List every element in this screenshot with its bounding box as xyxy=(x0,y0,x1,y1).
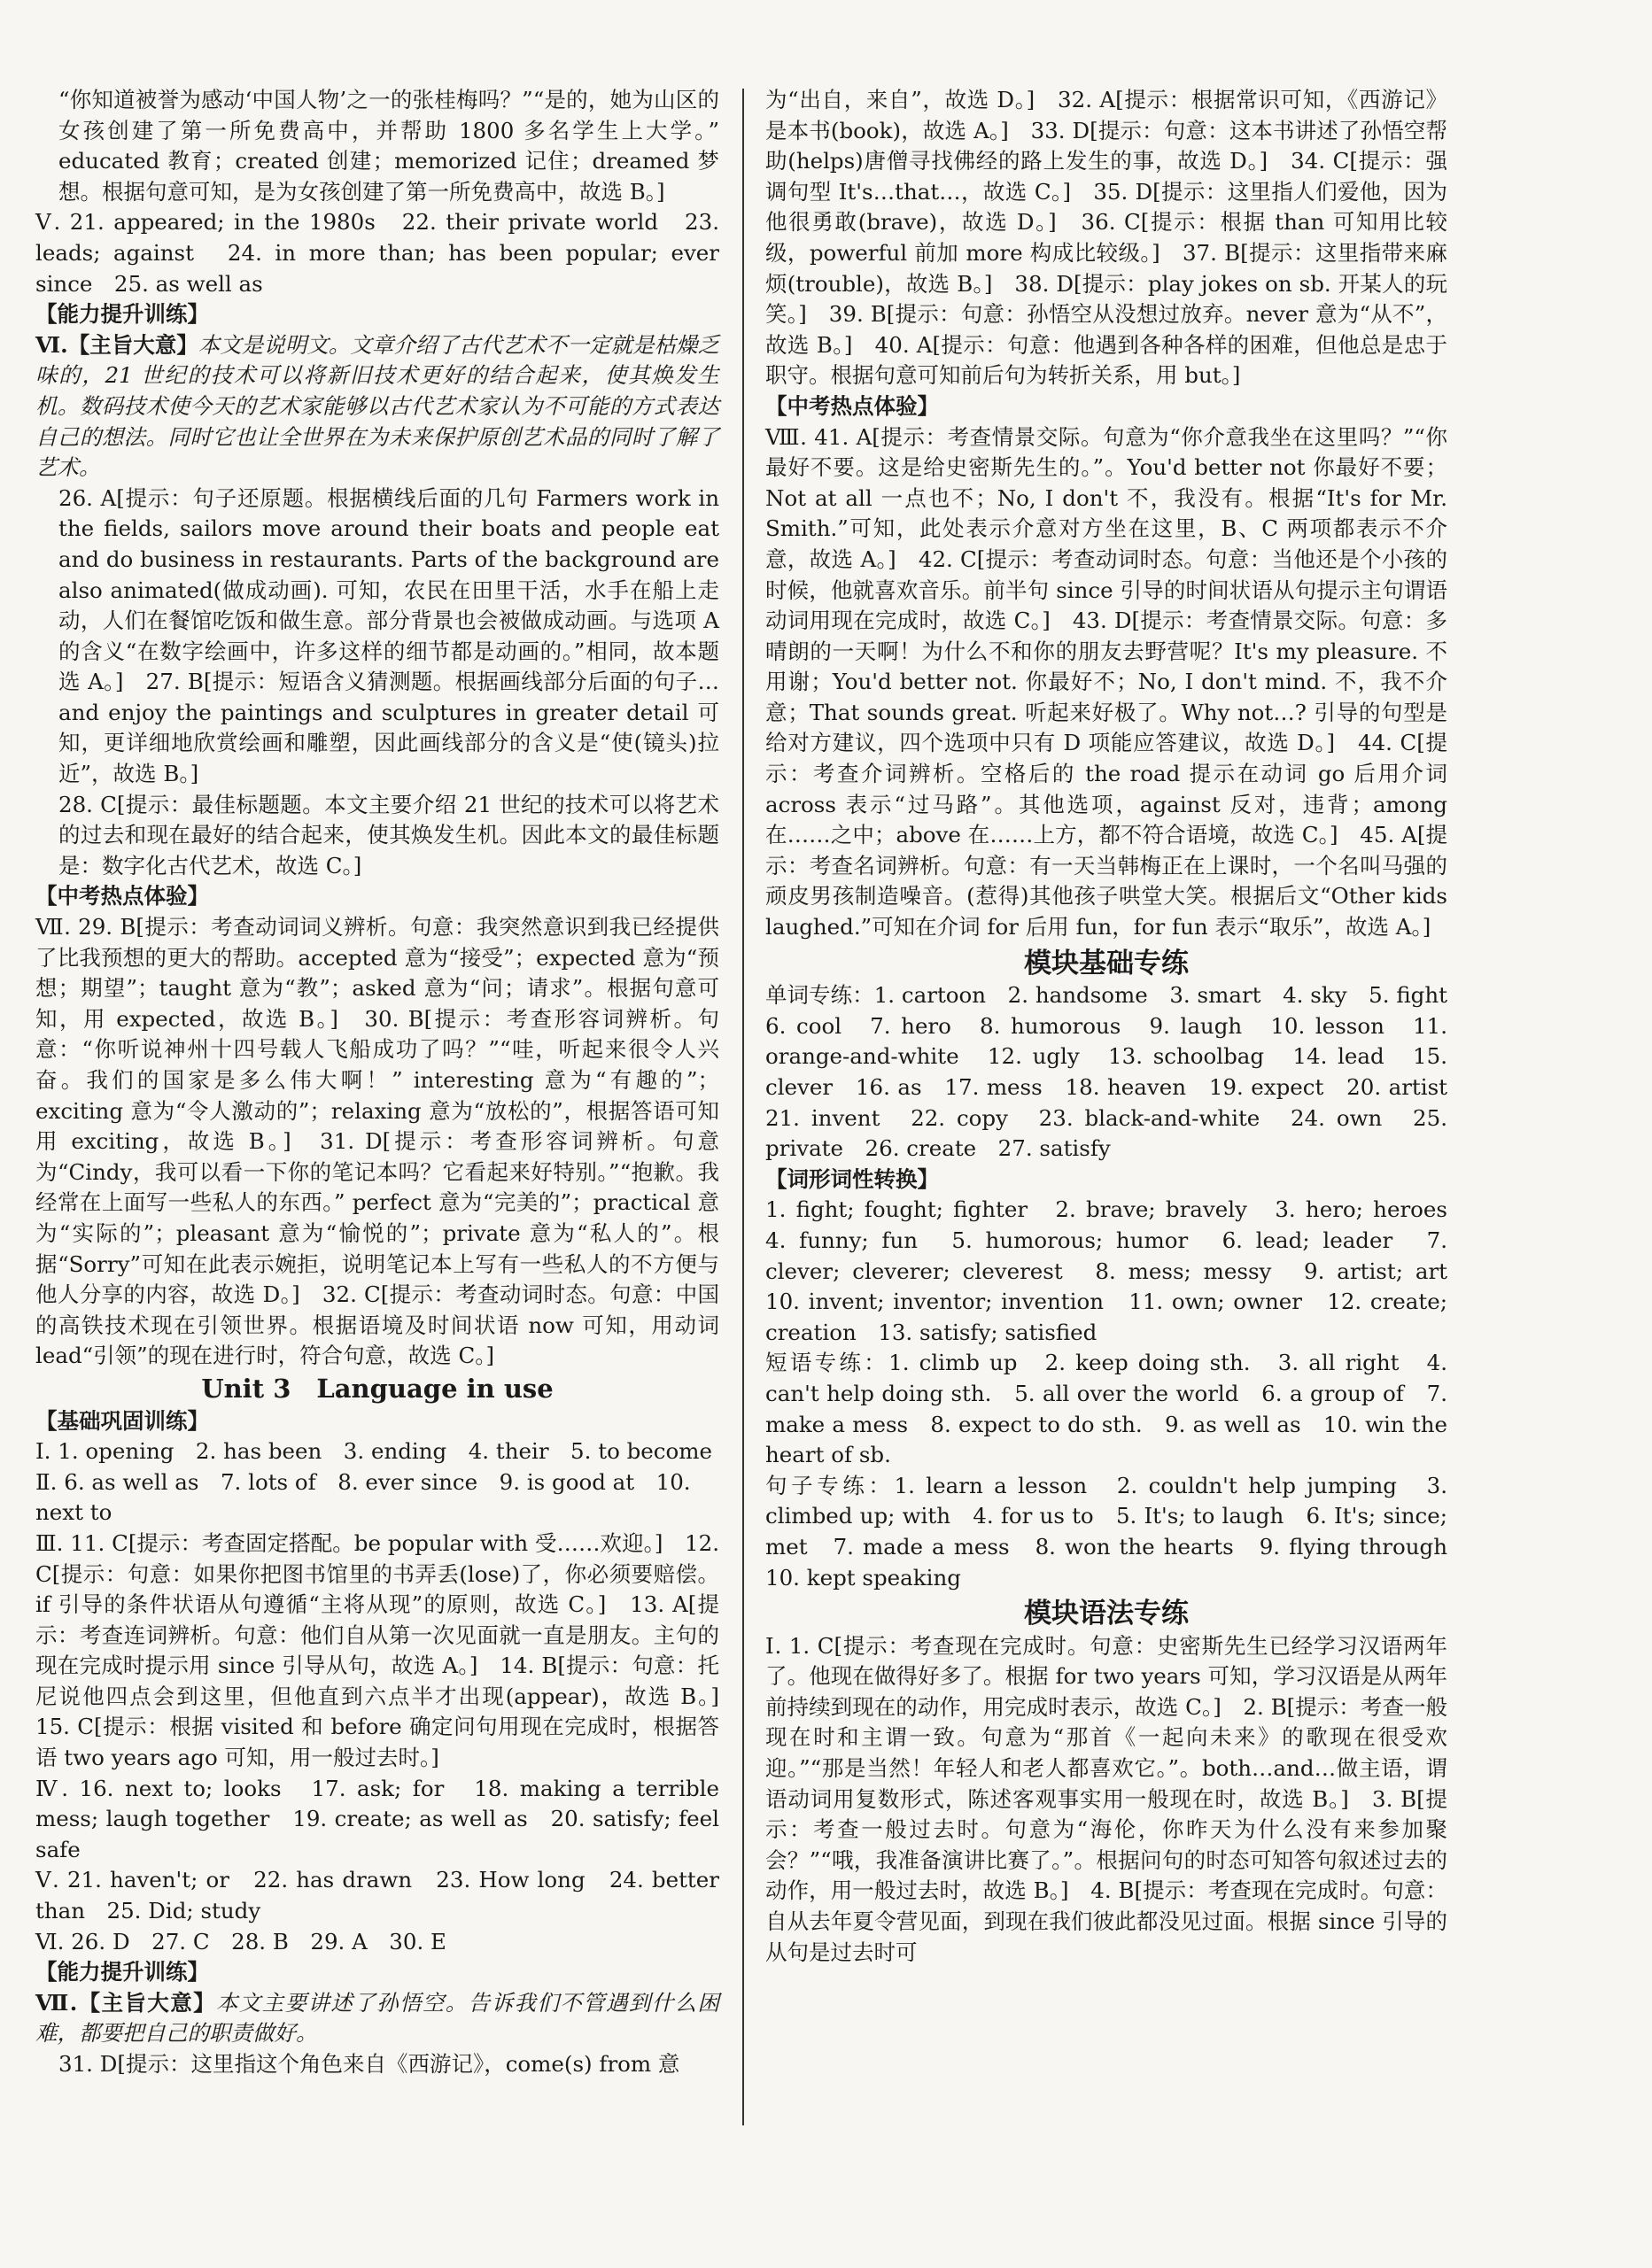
module-title: 模块语法专练 xyxy=(1024,1598,1189,1630)
answer-paragraph: Ⅴ. 21. appeared; in the 1980s 22. their private world 23. leads; against 24. in more than; has been popular; ever since 25. as well as xyxy=(35,209,719,297)
section-heading: 【词形词性转换】 xyxy=(765,1165,939,1192)
answer-paragraph: 26. A[提示：句子还原题。根据横线后面的几句 Farmers work in the fields, sailors move around their boats and people eat and do business in restaurants. Parts of the background are also animated(做成动画). 可知，农民在田里干活，水手在船上走动，人们在餐馆吃饭和做生意。部分背景也会被做成动画。与选项 A 的含义“在数字绘画中，许多这样的细节都是动画的。”相同，故本题选 A。] 27. B[提示：短语含义猜测题。根据画线部分后面的句子…and enjoy the paintings and sculptures in greater detail 可知，更详细地欣赏绘画和雕塑，因此画线部分的含义是“使(镜头)拉近”，故选 B。] xyxy=(58,484,719,787)
answer-paragraph: 28. C[提示：最佳标题题。本文主要介绍 21 世纪的技术可以将艺术的过去和现在最好的结合起来，使其焕发生机。因此本文的最佳标题是：数字化古代艺术，故选 C。] xyxy=(58,791,719,879)
summary-paragraph xyxy=(35,1988,719,2049)
answer-paragraph: 1. fight; fought; fighter 2. brave; bravely 3. hero; heroes 4. funny; fun 5. humorous; humor 6. lead; leader 7. clever; cleverer; cleverest 8. mess; messy 9. artist; art 10. invent; inventor; invention 11. own; owner 12. create; creation 13. satisfy; satisfied xyxy=(765,1196,1470,1345)
section-heading: 【基础巩固训练】 xyxy=(35,1407,209,1434)
answer-paragraph: 短语专练：1. climb up 2. keep doing sth. 3. all right 4. can't help doing sth. 5. all over the world 6. a group of 7. make a mess 8. expect to do sth. 9. as well as 10. win the heart of sb. xyxy=(765,1350,1447,1468)
answer-paragraph: Ⅴ. 21. haven't; or 22. has drawn 23. How long 24. better than 25. Did; study xyxy=(35,1867,719,1924)
answer-paragraph: Ⅷ. 41. A[提示：考查情景交际。句意为“你介意我坐在这里吗？”“你最好不要。这是给史密斯先生的。”。You'd better not 你最好不要；Not at all 一点也不；No, I don't 不，我没有。根据“It's for Mr. Smith.”可知，此处表示介意对方坐在这里，B、C 两项都表示不介意，故选 A。] 42. C[提示：考查动词时态。句意：当他还是个小孩的时候，他就喜欢音乐。前半句 since 引导的时间状语从句提示主句谓语动词用现在完成时，故选 C。] 43. D[提示：考查情景交际。句意：多晴朗的一天啊！为什么不和你的朋友去野营呢？It's my pleasure. 不用谢；You'd better not. 你最好不；No, I don't mind. 不，我不介意；That sounds great. 听起来好极了。Why not…? 引导的句型是给对方建议，四个选项中只有 D 项能应答建议，故选 D。] 44. C[提示：考查介词辨析。空格后的 the road 提示在动词 go 后用介词 across 表示“过马路”。其他选项，against 反对，违背；among 在……之中；above 在……上方，都不符合语境，故选 C。] 45. A[提示：考查名词辨析。句意：有一天当韩梅正在上课时，一个名叫马强的顽皮男孩制造噪音。(惹得)其他孩子哄堂大笑。根据后文“Other kids laughed.”可知在介词 for 后用 fun，for fun 表示“取乐”，故选 A。] xyxy=(765,423,1447,940)
section-heading: 【能力提升训练】 xyxy=(35,301,209,328)
summary-paragraph xyxy=(35,330,719,484)
unit-title: Unit 3 Language in use xyxy=(201,1373,554,1404)
summary-label: Ⅶ.【主旨大意】 xyxy=(35,1989,216,2016)
right-column xyxy=(765,85,1470,1968)
answer-paragraph: Ⅶ. 29. B[提示：考查动词词义辨析。句意：我突然意识到我已经提供了比我预想的更大的帮助。accepted 意为“接受”；expected 意为“预想；期望”；taught 意为“教”；asked 意为“问；请求”。根据句意可知，用 expected，故选 B。] 30. B[提示：考查形容词辨析。句意：“你听说神州十四号载人飞船成功了吗？”“哇，听起来很令人兴奋。我们的国家是多么伟大啊！” interesting 意为“有趣的”；exciting 意为“令人激动的”；relaxing 意为“放松的”，根据答语可知用 exciting，故选 B。] 31. D[提示：考查形容词辨析。句意为“Cindy，我可以看一下你的笔记本吗？它看起来好特别。”“抱歉。我经常在上面写一些私人的东西。” perfect 意为“完美的”；practical 意为“实际的”；pleasant 意为“愉悦的”；private 意为“私人的”。根据“Sorry”可知在此表示婉拒，说明笔记本上写有一些私人的不方便与他人分享的内容，故选 D。] 32. C[提示：考查动词时态。句意：中国的高铁技术现在引领世界。根据语境及时间状语 now 可知，用动词 lead“引领”的现在进行时，符合句意，故选 C。] xyxy=(35,914,719,1369)
summary-text: 本文主要讲述了孙悟空。告诉我们不管遇到什么困难，都要把自己的职责做好。 xyxy=(35,1989,720,2047)
section-heading: 【中考热点体验】 xyxy=(765,392,939,419)
answer-paragraph: Ⅳ. 16. next to; looks 17. ask; for 18. making a terrible mess; laugh together 19. create; as well as 20. satisfy; feel safe xyxy=(35,1775,719,1862)
answer-paragraph: “你知道被誉为感动‘中国人物’之一的张桂梅吗？”“是的，她为山区的女孩创建了第一所免费高中，并帮助 1800 多名学生上大学。” educated 教育；created 创建；memorized 记住；dreamed 梦想。根据句意可知，是为女孩创建了第一所免费高中，故选 B。] xyxy=(58,87,719,205)
answer-paragraph: 句子专练：1. learn a lesson 2. couldn't help jumping 3. climbed up; with 4. for us to 5. It's; to laugh 6. It's; since; met 7. made a mess 8. won the hearts 9. flying through 10. kept speaking xyxy=(765,1472,1470,1591)
answer-row: Ⅱ. 6. as well as 7. lots of 8. ever since 9. is good at 10. next to xyxy=(35,1468,691,1526)
answer-row: Ⅰ. 1. opening 2. has been 3. ending 4. their 5. to become xyxy=(35,1438,712,1465)
answer-row: Ⅵ. 26. D 27. C 28. B 29. A 30. E xyxy=(35,1928,446,1955)
module-title: 模块基础专练 xyxy=(1024,947,1189,979)
section-heading: 【能力提升训练】 xyxy=(35,1959,209,1985)
left-column xyxy=(35,85,741,2080)
answer-paragraph: 单词专练：1. cartoon 2. handsome 3. smart 4. sky 5. fight 6. cool 7. hero 8. humorous 9. laugh 10. lesson 11. orange-and-white 12. ugly 13. schoolbag 14. lead 15. clever 16. as 17. mess 18. heaven 19. expect 20. artist 21. invent 22. copy 23. black-and-white 24. own 25. private 26. create 27. satisfy xyxy=(765,982,1470,1162)
answer-paragraph: Ⅲ. 11. C[提示：考查固定搭配。be popular with 受……欢迎。] 12. C[提示：句意：如果你把图书馆里的书弄丢(lose)了，你必须要赔偿。if 引导的条件状语从句遵循“主将从现”的原则，故选 C。] 13. A[提示：考查连词辨析。句意：他们自从第一次见面就一直是朋友。主句的现在完成时提示用 since 引导从句，故选 A。] 14. B[提示：句意：托尼说他四点会到这里，但他直到六点半才出现(appear)，故选 B。] 15. C[提示：根据 visited 和 before 确定问句用现在完成时，根据答语 two years ago 可知，用一般过去时。] xyxy=(35,1529,741,1771)
column-divider xyxy=(742,89,744,2125)
answer-paragraph: 31. D[提示：这里指这个角色来自《西游记》，come(s) from 意 xyxy=(58,2051,680,2077)
answer-paragraph: 为“出自，来自”，故选 D。] 32. A[提示：根据常识可知，《西游记》是本书(book)，故选 A。] 33. D[提示：句意：这本书讲述了孙悟空帮助(helps)唐僧寻找佛经的路上发生的事，故选 D。] 34. C[提示：强调句型 It's…that…，故选 C。] 35. D[提示：这里指人们爱他，因为他很勇敢(brave)，故选 D。] 36. C[提示：根据 than 可知用比较级，powerful 前加 more 构成比较级。] 37. B[提示：这里指带来麻烦(trouble)，故选 B。] 38. D[提示：play jokes on sb. 开某人的玩笑。] 39. B[提示：句意：孙悟空从没想过放弃。never 意为“从不”，故选 B。] 40. A[提示：句意：他遇到各种各样的困难，但他总是忠于职守。根据句意可知前后句为转折关系，用 but。] xyxy=(765,87,1447,389)
summary-label: Ⅵ.【主旨大意】 xyxy=(35,331,198,358)
section-heading: 【中考热点体验】 xyxy=(35,883,209,910)
answer-paragraph: Ⅰ. 1. C[提示：考查现在完成时。句意：史密斯先生已经学习汉语两年了。他现在做得好多了。根据 for two years 可知，学习汉语是从两年前持续到现在的动作，用完成时表示，故选 C。] 2. B[提示：考查一般现在时和主谓一致。句意为“那首《一起向未来》的歌现在很受欢迎。”“那是当然！年轻人和老人都喜欢它。”。both…and…做主语，谓语动词用复数形式，陈述客观事实用一般现在时，故选 B。] 3. B[提示：考查一般过去时。句意为“海伦，你昨天为什么没有来参加聚会？”“哦，我准备演讲比赛了。”。根据问句的时态可知答句叙述过去的动作，用一般过去时，故选 B。] 4. B[提示：考查现在完成时。句意：自从去年夏令营见面，到现在我们彼此都没见过面。根据 since 引导的从句是过去时可 xyxy=(765,1632,1447,1965)
summary-text: 本文是说明文。文章介绍了古代艺术不一定就是枯燥乏味的，21 世纪的技术可以将新旧技术更好的结合起来，使其焕发生机。数码技术使今天的艺术家能够以古代艺术家认为不可能的方式表达自己的想法。同时它也让全世界在为未来保护原创艺术品的同时了解了艺术。 xyxy=(35,331,719,481)
